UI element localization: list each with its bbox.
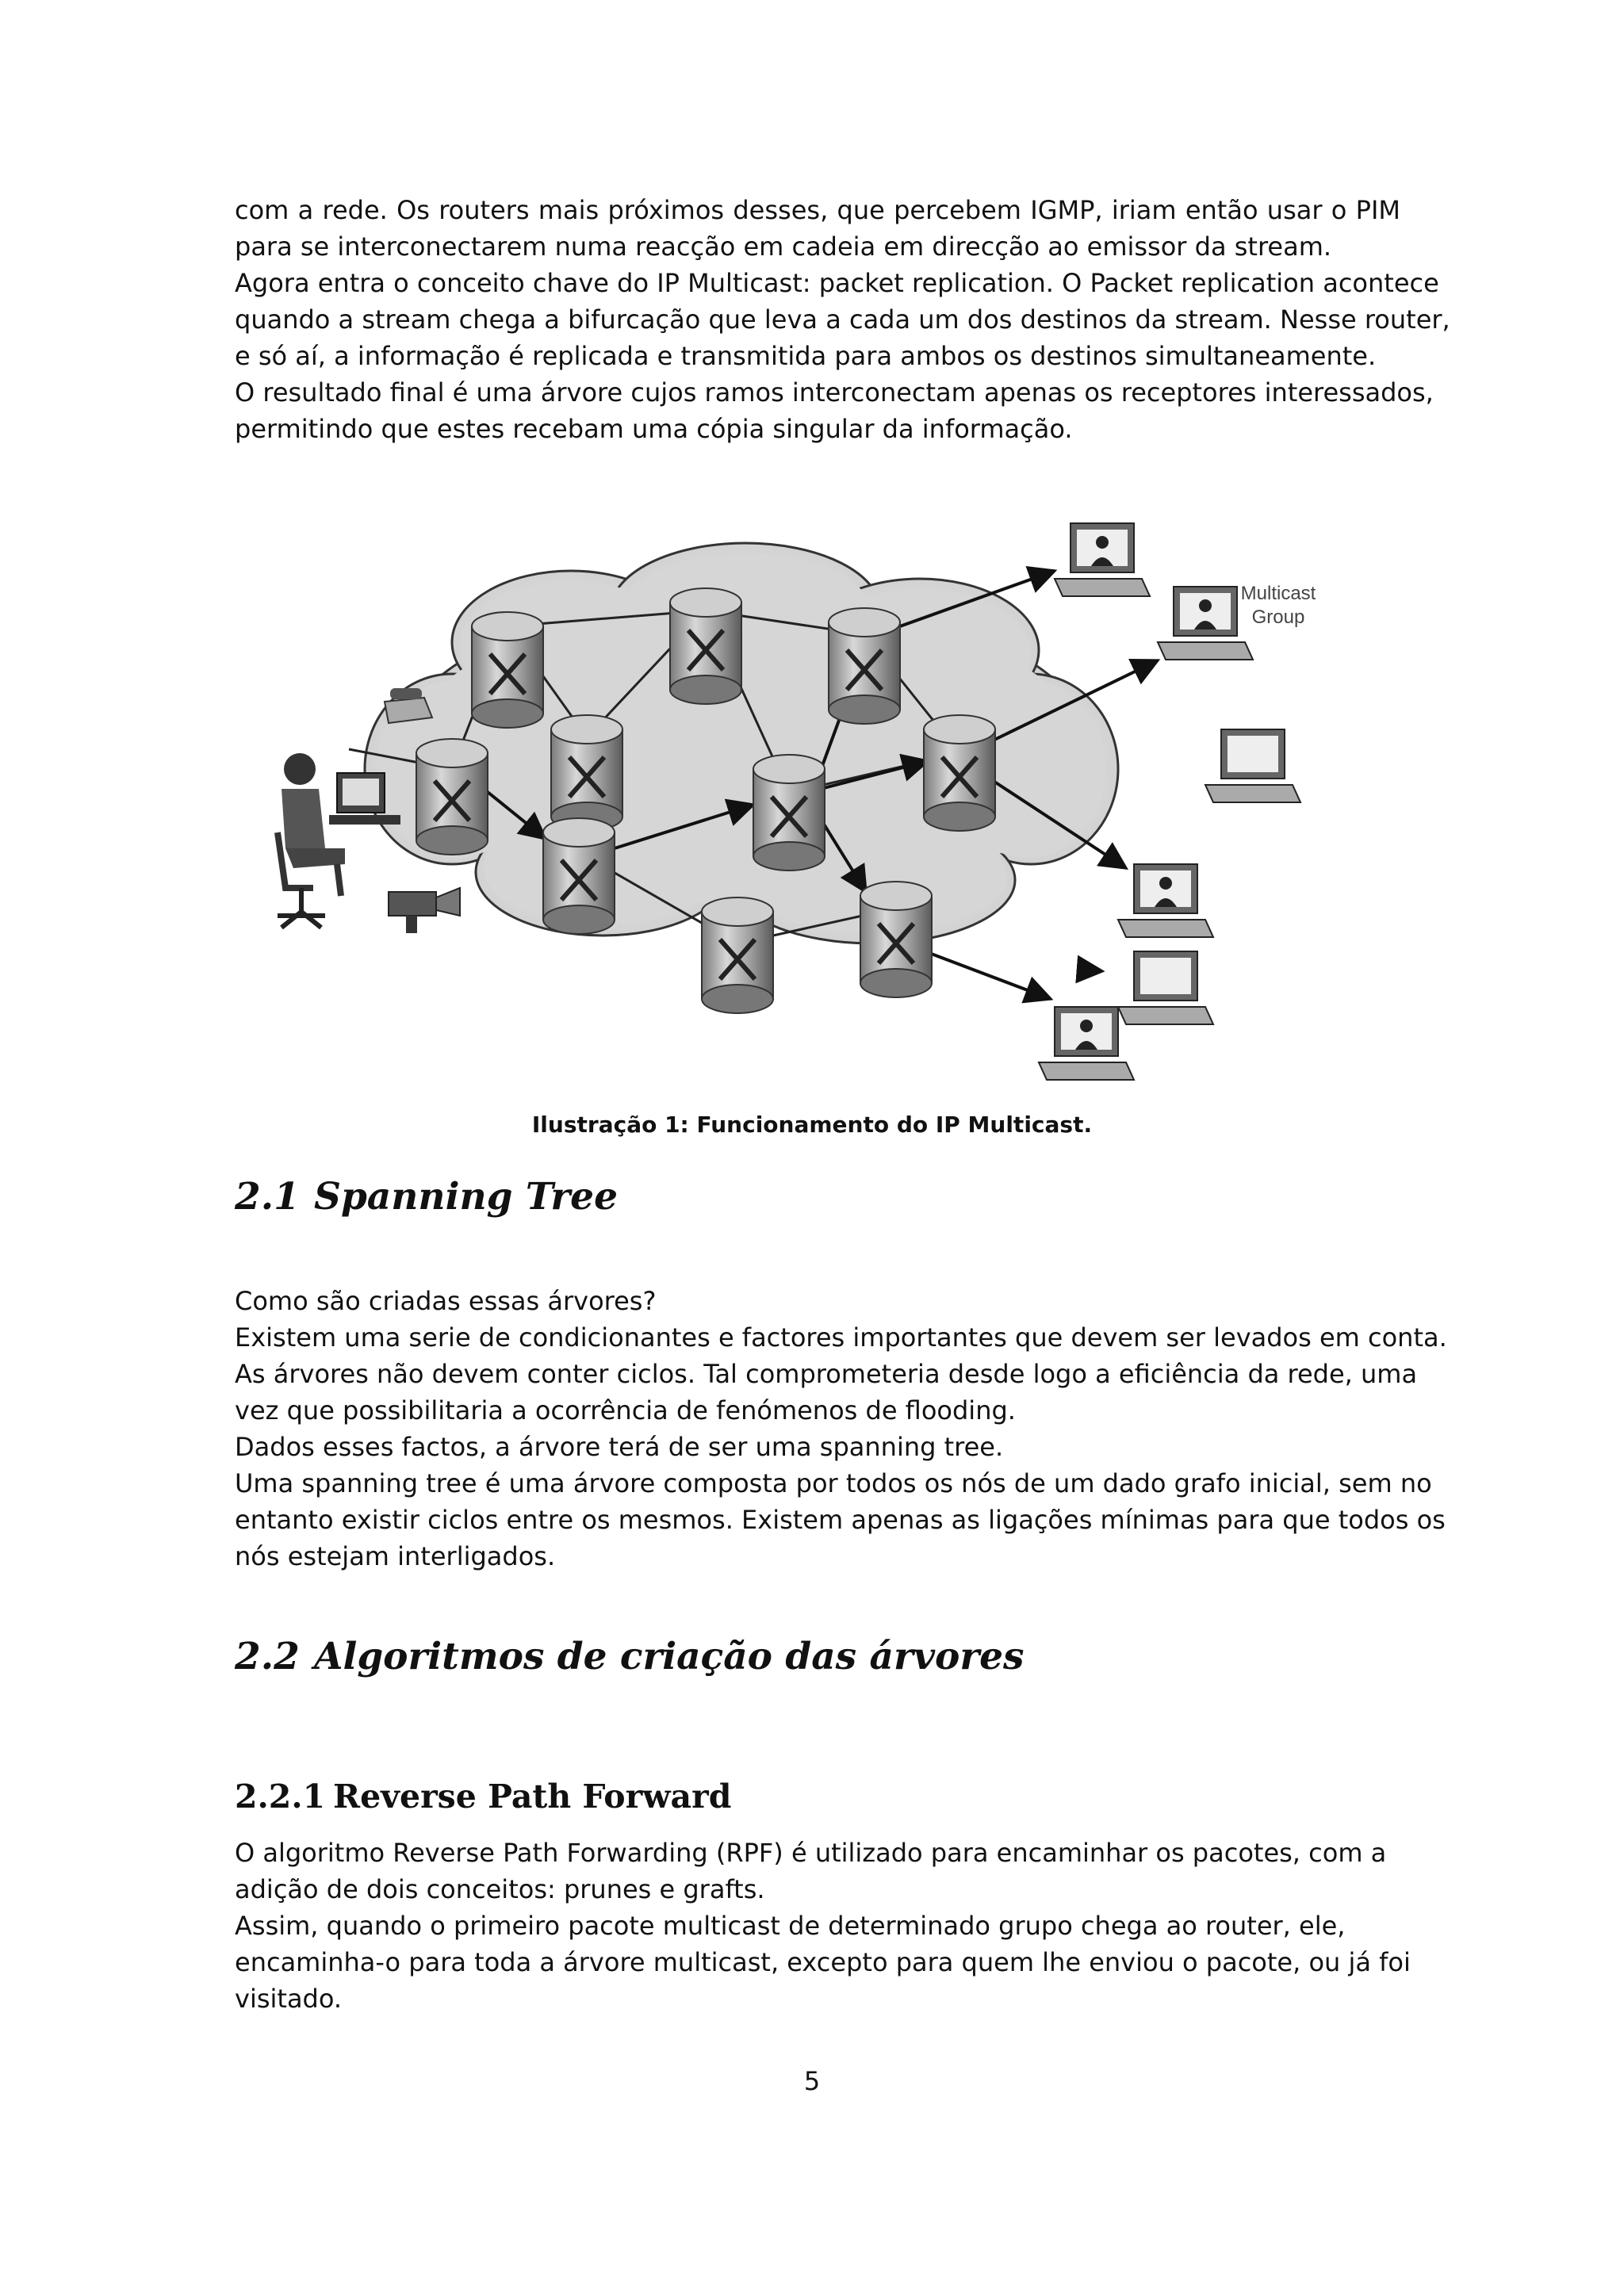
receiver-pc-icon <box>1055 523 1150 596</box>
text-line: vez que possibilitaria a ocorrência de fenómenos de flooding. <box>235 1395 1016 1425</box>
router-icon <box>753 755 825 871</box>
sender-workstation-icon <box>278 753 400 928</box>
multicast-network-figure <box>270 515 1372 1094</box>
text-line: adição de dois conceitos: prunes e grafts. <box>235 1874 765 1904</box>
router-icon <box>702 897 773 1013</box>
text-line: encaminha-o para toda a árvore multicast, excepto para quem lhe enviou o pacote, ou já foi <box>235 1947 1411 1977</box>
section-title: Reverse Path Forward <box>333 1777 732 1816</box>
pc-icon <box>1205 729 1300 802</box>
text-line: O algoritmo Reverse Path Forwarding (RPF) é utilizado para encaminhar os pacotes, com a <box>235 1838 1387 1868</box>
text-line: visitado. <box>235 1984 343 2014</box>
text-line: Uma spanning tree é uma árvore composta por todos os nós de um dado grafo inicial, sem no <box>235 1468 1432 1498</box>
text-line: Dados esses factos, a árvore terá de ser uma spanning tree. <box>235 1432 1004 1462</box>
router-icon <box>416 739 488 855</box>
text-line: Agora entra o conceito chave do IP Multicast: packet replication. O Packet replication acontece <box>235 268 1439 298</box>
text-line: Existem uma serie de condicionantes e factores importantes que devem ser levados em conta. <box>235 1322 1447 1353</box>
router-icon <box>551 715 622 831</box>
text-line: com a rede. Os routers mais próximos desses, que percebem IGMP, iriam então usar o PIM <box>235 195 1400 225</box>
multicast-network-diagram <box>270 515 1372 1094</box>
video-camera-icon <box>389 888 460 933</box>
receiver-pc-icon <box>1158 587 1253 660</box>
text-line: permitindo que estes recebam uma cópia singular da informação. <box>235 414 1073 444</box>
text-line: Como são criadas essas árvores? <box>235 1286 657 1316</box>
section-title: Algoritmos de criação das árvores <box>314 1635 1025 1678</box>
receiver-pc-icon <box>1039 1007 1134 1080</box>
text-line: nós estejam interligados. <box>235 1541 556 1571</box>
section-number: 2.2.1 <box>235 1777 326 1816</box>
pc-icon <box>1118 951 1213 1024</box>
page-number: 5 <box>803 2066 821 2096</box>
section-title: Spanning Tree <box>314 1175 618 1219</box>
section-heading-2-2 <box>235 1635 1025 1678</box>
router-icon <box>543 818 615 934</box>
receiver-pc-icon <box>1118 864 1213 937</box>
intro-paragraph <box>235 192 1450 447</box>
router-icon <box>670 588 741 704</box>
section-2-1-paragraph <box>235 1283 1447 1575</box>
text-line: para se interconectarem numa reacção em cadeia em direcção ao emissor da stream. <box>235 232 1332 262</box>
router-icon <box>829 608 900 724</box>
section-2-2-1-paragraph <box>235 1835 1411 2017</box>
figure-caption: Ilustração 1: Funcionamento do IP Multicast. <box>531 1112 1093 1138</box>
section-number: 2.2 <box>235 1635 300 1678</box>
router-icon <box>924 715 995 831</box>
router-icon <box>472 612 543 728</box>
multicast-group-label-line2: Group <box>1251 607 1305 628</box>
text-line: entanto existir ciclos entre os mesmos. Existem apenas as ligações mínimas para que todos os <box>235 1505 1446 1535</box>
router-icon <box>860 882 932 997</box>
text-line: quando a stream chega a bifurcação que leva a cada um dos destinos da stream. Nesse router, <box>235 304 1450 335</box>
section-number: 2.1 <box>235 1175 300 1219</box>
text-line: Assim, quando o primeiro pacote multicast de determinado grupo chega ao router, ele, <box>235 1911 1346 1941</box>
section-heading-2-2-1 <box>235 1777 731 1816</box>
section-heading-2-1 <box>235 1175 618 1219</box>
multicast-group-label-line1: Multicast <box>1240 583 1316 604</box>
text-line: As árvores não devem conter ciclos. Tal comprometeria desde logo a eficiência da rede, uma <box>235 1359 1418 1389</box>
text-line: O resultado final é uma árvore cujos ramos interconectam apenas os receptores interessados, <box>235 377 1434 408</box>
text-line: e só aí, a informação é replicada e transmitida para ambos os destinos simultaneamente. <box>235 341 1377 371</box>
